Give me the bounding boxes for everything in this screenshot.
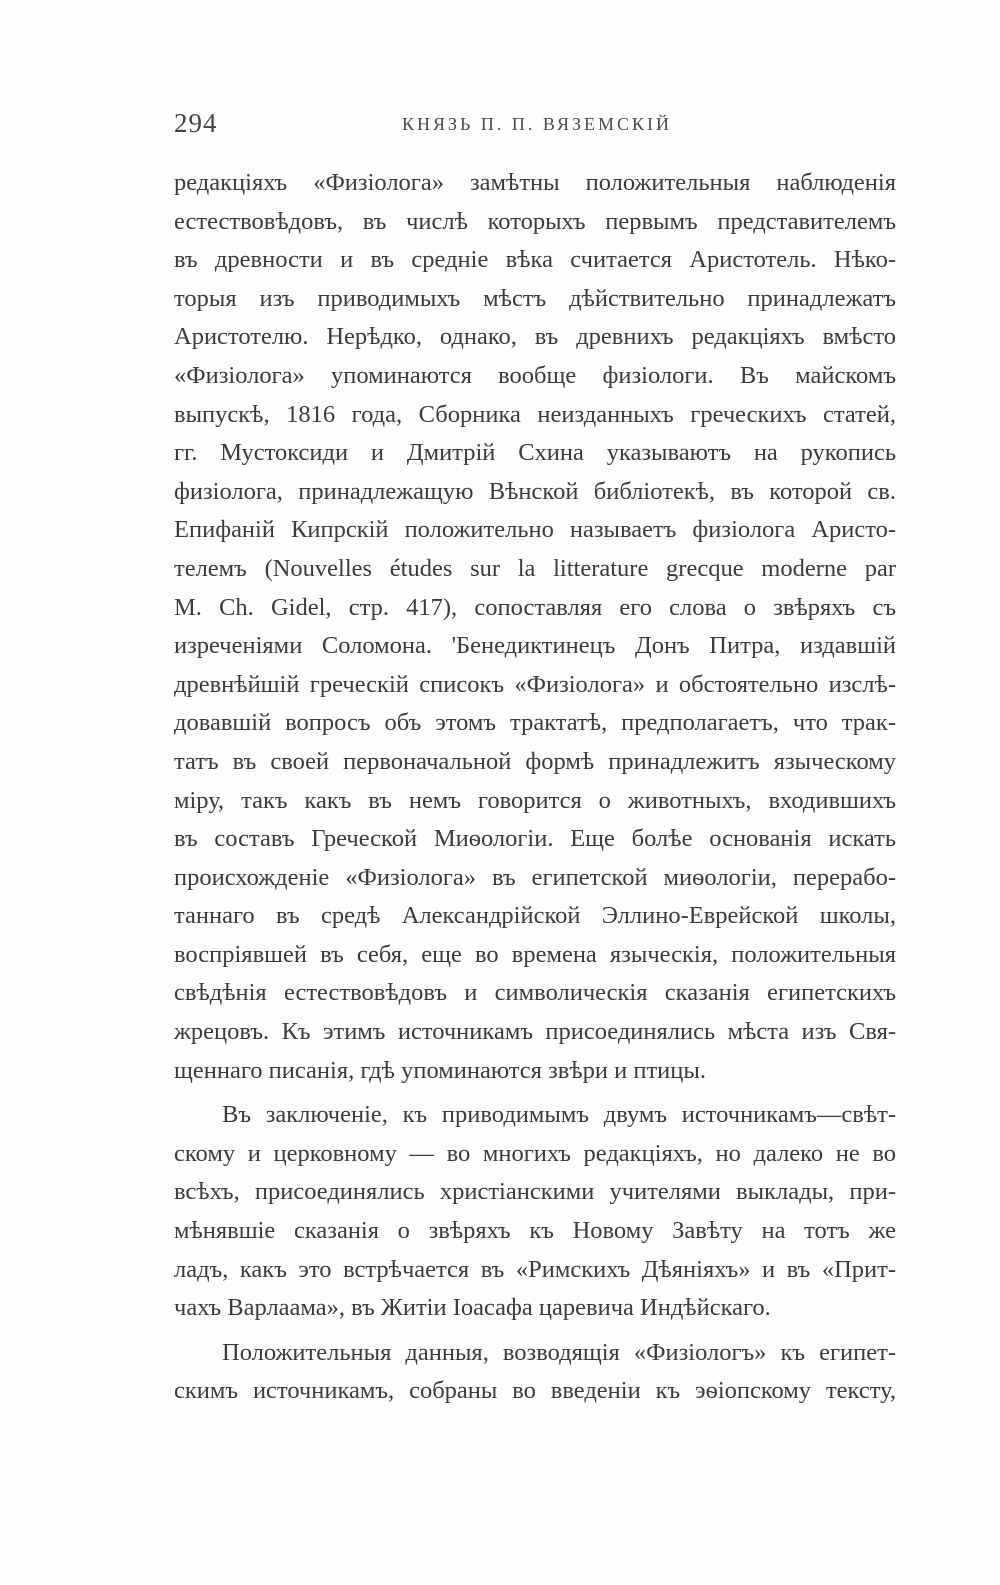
text-line: татъ въ своей первоначальной формѣ принадлежитъ языческому [174, 747, 896, 775]
paragraph-2 [174, 1096, 896, 1328]
text-line: всѣхъ, присоединялись христіанскими учителями выклады, при- [174, 1178, 896, 1206]
text-line: ладъ, какъ это встрѣчается въ «Римскихъ Дѣяніяхъ» и въ «Прит- [174, 1255, 896, 1283]
text-line: изреченіями Соломона. 'Бенедиктинецъ Донъ Питра, издавшій [174, 632, 896, 660]
text-line: свѣдѣнія естествовѣдовъ и символическія сказанія египетскихъ [174, 979, 896, 1007]
text-line: скому и церковному — во многихъ редакціяхъ, но далеко не во [174, 1139, 896, 1167]
text-line: чахъ Варлаама», въ Житіи Іоасафа царевича Индѣйскаго. [174, 1294, 771, 1322]
text-line: таннаго въ средѣ Александрійской Эллино-Еврейской школы, [174, 902, 896, 930]
text-line: мѣнявшіе сказанія о звѣряхъ къ Новому Завѣту на тотъ же [174, 1217, 896, 1245]
text-line: Аристотелю. Нерѣдко, однако, въ древнихъ редакціяхъ вмѣсто [174, 323, 896, 351]
text-line: физіолога, принадлежащую Вѣнской библіотекѣ, въ которой св. [174, 477, 896, 505]
text-line: міру, такъ какъ въ немъ говорится о животныхъ, входившихъ [174, 786, 896, 814]
body-text [174, 164, 896, 1411]
text-line: воспріявшей въ себя, еще во времена языческія, положительныя [174, 940, 896, 968]
text-line: выпускѣ, 1816 года, Сборника неизданныхъ греческихъ статей, [174, 400, 896, 428]
text-line: древнѣйшій греческій списокъ «Физіолога» и обстоятельно изслѣ- [174, 670, 896, 698]
text-line: довавшій вопросъ объ этомъ трактатѣ, предполагаетъ, что трак- [174, 709, 896, 737]
text-line: въ древности и въ средніе вѣка считается Аристотель. Нѣко- [174, 246, 896, 274]
text-line: редакціяхъ «Физіолога» замѣтны положительныя наблюденія [174, 169, 896, 196]
text-line: въ составъ Греческой Миѳологіи. Еще болѣе основанія искать [174, 825, 896, 853]
text-line: Положительныя данныя, возводящія «Физіологъ» къ египет- [222, 1338, 896, 1366]
text-line: происхожденіе «Физіолога» въ египетской миѳологіи, перерабо- [174, 863, 896, 891]
text-line: жрецовъ. Къ этимъ источникамъ присоединялись мѣста изъ Свя- [174, 1018, 896, 1046]
text-line: «Физіолога» упоминаются вообще физіологи. Въ майскомъ [174, 361, 896, 389]
text-line: Епифаній Кипрскій положительно называетъ физіолога Аристо- [174, 516, 896, 544]
paragraph-3 [174, 1334, 896, 1411]
page-number: 294 [174, 108, 218, 138]
text-line: M. Ch. Gidel, стр. 417), сопоставляя его слова о звѣряхъ съ [174, 593, 896, 621]
paragraph-1 [174, 164, 896, 1090]
page-header [174, 108, 896, 148]
text-line: гг. Мустоксиди и Дмитрій Схина указываютъ на рукопись [174, 439, 896, 467]
text-line: естествовѣдовъ, въ числѣ которыхъ первымъ представителемъ [174, 207, 896, 235]
text-line: скимъ источникамъ, собраны во введеніи къ эѳіопскому тексту, [174, 1377, 896, 1405]
text-line: торыя изъ приводимыхъ мѣстъ дѣйствительно принадлежатъ [174, 284, 896, 312]
text-line: щеннаго писанія, гдѣ упоминаются звѣри и птицы. [174, 1056, 706, 1084]
running-head: КНЯЗЬ П. П. ВЯЗЕМСКІЙ [402, 114, 672, 134]
text-line: телемъ (Nouvelles études sur la litterature grecque moderne par [174, 554, 896, 582]
text-line: Въ заключеніе, къ приводимымъ двумъ источникамъ—свѣт- [222, 1101, 896, 1129]
